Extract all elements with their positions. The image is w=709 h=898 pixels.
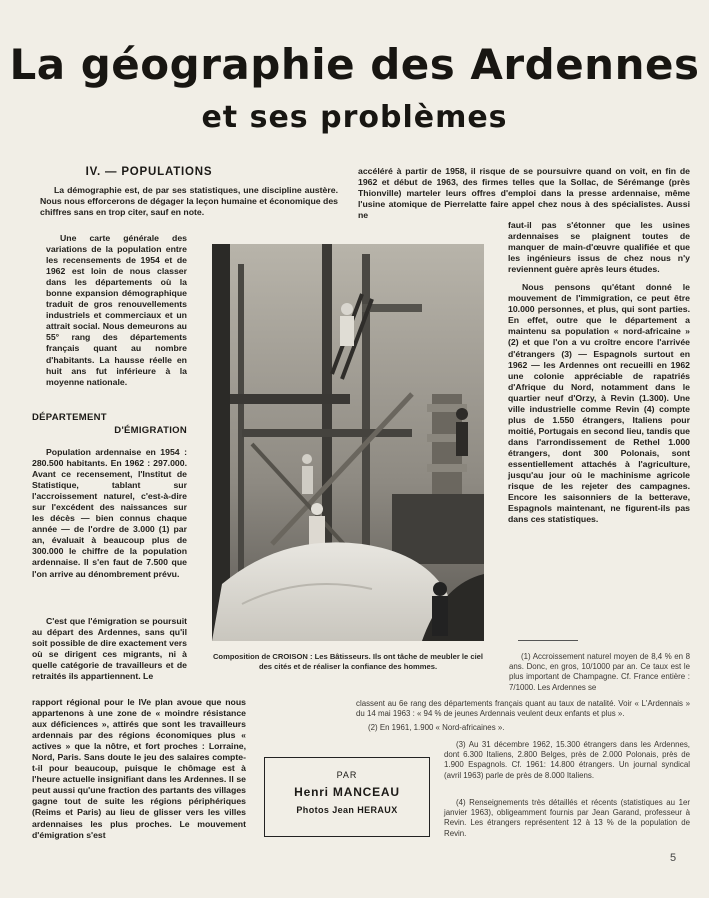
paragraph: faut-il pas s'étonner que les usines ardennaises se plaignent toutes de manquer de main-d'œuvre qualifiée et que les ingénieurs issus de chez nous n'y reviennent guère après leurs études. (508, 220, 690, 275)
subheading-line1: DÉPARTEMENT (32, 412, 107, 423)
subheading-line2: D'ÉMIGRATION (114, 425, 187, 436)
footnote-text: (1) Accroissement naturel moyen de 8,4 % en 8 ans. Donc, en gros, 10/1000 par an. Ce taux est le plus important de Champagne. Cf. France entière : 7/1000. Les Ardennes se (509, 652, 690, 692)
paragraph: Nous pensons qu'étant donné le mouvement de l'immigration, ce peut être 10.000 personnes, et plus, qui sont parties. En effet, outre que le département a maintenu sa population « nord-africaine » (2) et que l'on a vu croître encore l'arrivée d'étrangers (3) — Espagnols surtout en 1962 — les Ardennes ont recueilli en 1962 une colonie appréciable de rapatriés d'Afrique du Nord, notamment dans le quartier neuf d'Orzy, à Revin (1.300). Une ville industrielle comme Revin (4) compte plus de 1.550 étrangers, Italiens pour moitié, Portugais en second lieu, tandis que dans l'arrondissement de Rethel 1.000 étrangers, dont 300 Polonais, sont essentiellement attachés à l'agriculture, jusqu'au jour où le machinisme agricole risque de les rejeter des campagnes. Encore les saisonniers de la betterave, Espagnols maintenant, ne figurent-ils pas dans ces statistiques. (508, 282, 690, 525)
footnote-4 (444, 798, 690, 843)
paragraph: Population ardennaise en 1954 : 280.500 habitants. En 1962 : 297.000. Avant ce recensement, l'Institut de Statistique, tablant sur l'accroissement naturel, c'est-à-dire sur l'excédent des naissances sur les décès — bien connus chaque année — de l'ordre de 3.000 (1) par an, évaluait à beaucoup plus de 300.000 le chiffre de la population ardennaise. Il s'en faut de 7.500 que l'on arrive au dénombrement prévu. (32, 447, 187, 579)
section-heading: IV. — POPULATIONS (85, 166, 213, 178)
footnote-text: (2) En 1961, 1.900 « Nord-africaines ». (368, 723, 505, 733)
article-title: La géographie des Ardennes (9, 40, 700, 89)
column-left-middle (32, 447, 187, 587)
intro-paragraph (40, 185, 338, 225)
footnote-text: classent au 6e rang des départements français quant au taux de natalité. Voir « L'Ardennais » du 14 mai 1963 : « 94 % de jeunes Ardennais veulent deux enfants et plus ». (356, 699, 690, 719)
footnote-text: (3) Au 31 décembre 1962, 15.300 étrangers dans les Ardennes, dont 6.300 Italiens, 2.800 Belges, près de 2.000 Polonais, près de 1.900 Espagnols. Cf. 1961: 14.800 étrangers. Un journal syndical (avril 1963) parle de près de 8.000 Italiens. (444, 740, 690, 780)
footnote-divider (518, 640, 578, 641)
column-left-lower (32, 616, 187, 689)
construction-photo (212, 244, 484, 641)
footnote-1 (509, 652, 690, 697)
paragraph: rapport régional pour le IVe plan avoue que nous appartenons à une zone de « moindre résistance aux déficiences », attirés que sont les travailleurs ardennais par des régions économiques plus « actives » que la nôtre, et fort proches : Lorraine, Nord, Paris. Sans doute le jeu des salaires compte-t-il pour beaucoup, puisque le chômage est à l'heure actuelle insignifiant dans les Ardennes. Il se peut aussi qu'une fraction des partants des villages gagne tout de suite les régions périphériques (Reims et Paris) au lieu de glisser vers les villes ardennaises les plus proches. Le mouvement d'émigration s'est (32, 697, 246, 840)
top-right-text (358, 166, 690, 228)
page-number: 5 (670, 852, 677, 864)
bottom-left-text (32, 697, 246, 848)
paragraph: accéléré à partir de 1958, il risque de se poursuivre quand on voit, en fin de 1962 et début de 1963, des firmes telles que la Sollac, de Sérémange (près Thionville) marteler leurs offres d'emploi dans la presse ardennaise, même l'usine atomique de Pierrelatte faire appel chez nous à des spécialistes. Aussi ne (358, 166, 690, 221)
photo-caption: Composition de CROISON : Les Bâtisseurs. Ils ont tâche de meubler le ciel des cités et de réaliser la confiance des hommes. (212, 652, 484, 671)
subheading (32, 411, 187, 437)
article-subtitle: et ses problèmes (201, 100, 508, 135)
footnotes-block (356, 699, 690, 738)
byline-par: PAR (336, 770, 358, 780)
byline-box (264, 757, 430, 837)
column-right (508, 220, 690, 532)
footnote-3 (444, 740, 690, 785)
intro-text: La démographie est, de par ses statistiques, une discipline austère. Nous nous efforcerons de dégager la leçon humaine et économique des chiffres sans en trop citer, sauf en note. (40, 185, 338, 218)
paragraph: C'est que l'émigration se poursuit au départ des Ardennes, sans qu'il soit possible de dire exactement vers où se dirigent ces migrants, ni à quelle catégorie de travailleurs et de retraités ils appartiennent. Le (32, 616, 187, 682)
byline-author: Henri MANCEAU (294, 785, 400, 799)
column-left-top (46, 233, 187, 395)
photo-illustration (212, 244, 484, 641)
footnote-text: (4) Renseignements très détaillés et récents (statistiques au 1er janvier 1963), obligeamment fournis par Jean Garand, professeur à Revin. Les étrangers représentent 12 à 13 % de la population de Revin. (444, 798, 690, 838)
paragraph: Une carte générale des variations de la population entre les recensements de 1954 et de 1962 est loin de nous classer dans les départements où la bonne expansion démographique traduit de gros renouvellements industriels et commerciaux et un attrait social. Nous demeurons au 55° rang des départements français quant au nombre d'habitants. La hausse réelle en huit ans fut inférieure à la moyenne nationale. (46, 233, 187, 387)
byline-photos: Photos Jean HERAUX (296, 805, 398, 815)
